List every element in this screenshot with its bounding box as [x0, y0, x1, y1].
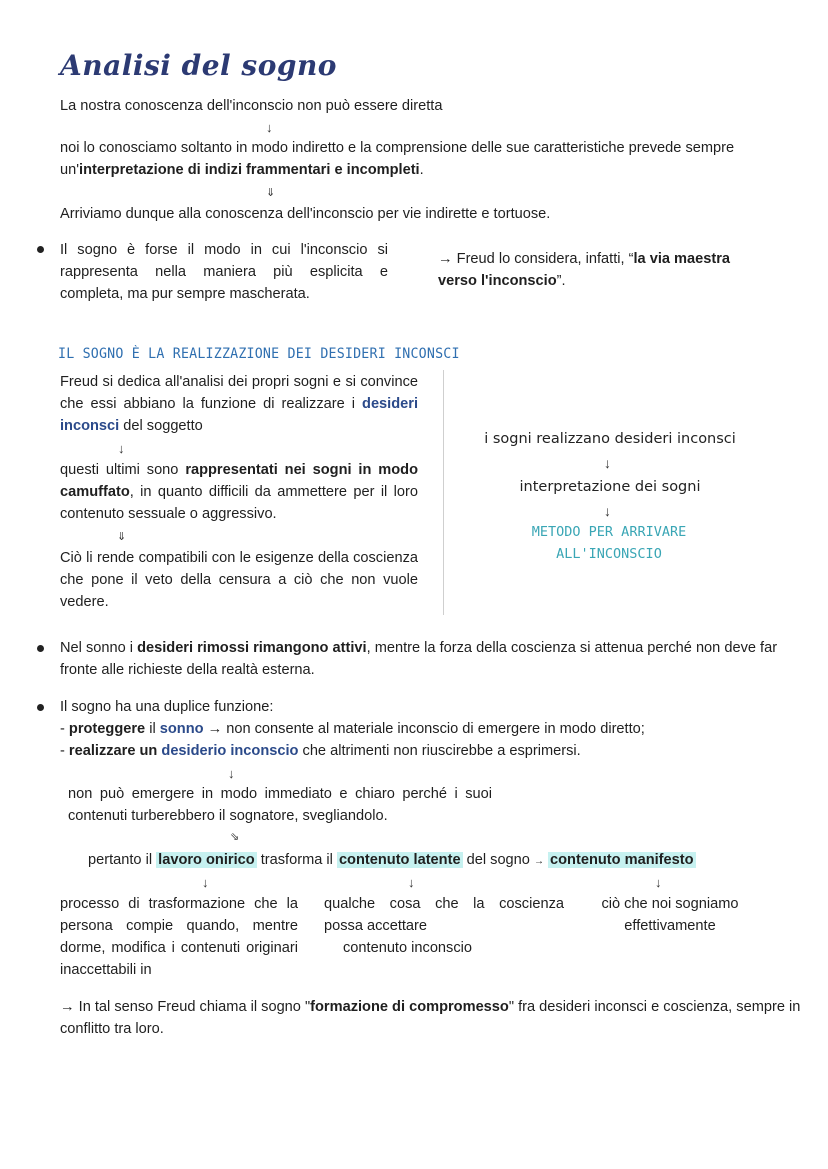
section-paragraph-3: Ciò li rende compatibili con le esigenze della coscienza che pone il veto della censura a ciò che non vuole vedere. [60, 550, 418, 610]
double-arrow-icon: ⇓ [117, 531, 127, 543]
intro-line-3: Arriviamo dunque alla conoscenza dell'inconscio per vie indirette e tortuose. [60, 206, 551, 222]
function-realize: - realizzare un desiderio inconscio che altrimenti non riuscirebbe a esprimersi. [60, 743, 581, 759]
arrow-down-icon: ↓ [655, 875, 662, 890]
bullet-icon [37, 704, 44, 711]
bullet-dream-text: Il sogno è forse il modo in cui l'inconscio si rappresenta nella maniera più esplicita e completa, ma pur sempre mascherata. [60, 242, 388, 302]
latent-content-definition: qualche cosa che la coscienza possa accettare [324, 896, 564, 934]
intro-line-2: noi lo conosciamo soltanto in modo indiretto e la comprensione delle sue caratteristiche prevede sempre un'interpretazione di indizi frammentari e incompleti. [60, 140, 735, 178]
bullet-dream-side-note: → Freud lo considera, infatti, “la via maestra verso l'inconscio”. [438, 251, 731, 289]
section-heading: IL SOGNO È LA REALIZZAZIONE DEI DESIDERI INCONSCI [58, 346, 460, 362]
double-arrow-icon: ⇓ [266, 187, 276, 199]
arrow-down-icon: ↓ [118, 441, 125, 456]
function-protect: - proteggere il sonno → non consente al materiale inconscio di emergere in modo diretto; [60, 721, 645, 737]
latent-content-label: contenuto inconscio [343, 940, 472, 956]
right-dreams-fulfil: i sogni realizzano desideri inconsci [484, 431, 736, 447]
bullet-icon [37, 645, 44, 652]
section-paragraph-2: questi ultimi sono rappresentati nei sogni in modo camuffato, in quanto difficili da ammettere per il loro contenuto sessuale o aggressivo. [60, 462, 418, 522]
arrow-down-icon: ↓ [604, 455, 611, 471]
arrow-down-icon: ↓ [202, 875, 209, 890]
arrow-down-icon: ↓ [228, 766, 235, 781]
manifest-content-definition-1: ciò che noi sogniamo [601, 896, 739, 912]
intro-line-1: La nostra conoscenza dell'inconscio non può essere diretta [60, 98, 443, 114]
cannot-emerge-text: non può emergere in modo immediato e chiaro perché i suoi contenuti turberebbero il sognatore, svegliandolo. [68, 786, 492, 824]
dream-work-definition: processo di trasformazione che la persona compie quando, mentre dorme, modifica i contenuti originari inaccettabili in [60, 896, 298, 978]
arrow-down-icon: ↓ [266, 120, 273, 135]
divider [443, 370, 444, 615]
dream-work-line: pertanto il lavoro onirico trasforma il contenuto latente del sogno → contenuto manifesto [88, 852, 694, 868]
section-paragraph-1: Freud si dedica all'analisi dei propri sogni e si convince che essi abbiano la funzione di realizzare i desideri inconsci del soggetto [60, 374, 418, 434]
right-interpretation: interpretazione dei sogni [519, 479, 701, 495]
bullet-icon [37, 246, 44, 253]
dual-function-intro: Il sogno ha una duplice funzione: [60, 699, 274, 715]
diagonal-arrow-icon: ⇘ [230, 831, 240, 843]
bullet-sleep-text: Nel sonno i desideri rimossi rimangono attivi, mentre la forza della coscienza si attenua perché non deve far fronte alle richieste della realtà esterna. [60, 640, 778, 678]
arrow-down-icon: ↓ [408, 875, 415, 890]
manifest-content-definition-2: effettivamente [624, 918, 716, 934]
right-method: METODO PER ARRIVARE ALL'INCONSCIO [531, 524, 687, 562]
arrow-down-icon: ↓ [604, 503, 611, 519]
conclusion-text: → In tal senso Freud chiama il sogno "formazione di compromesso" fra desideri inconsci e coscienza, sempre in conflitto tra loro. [60, 999, 801, 1037]
page-title: Analisi del sogno [60, 49, 337, 82]
